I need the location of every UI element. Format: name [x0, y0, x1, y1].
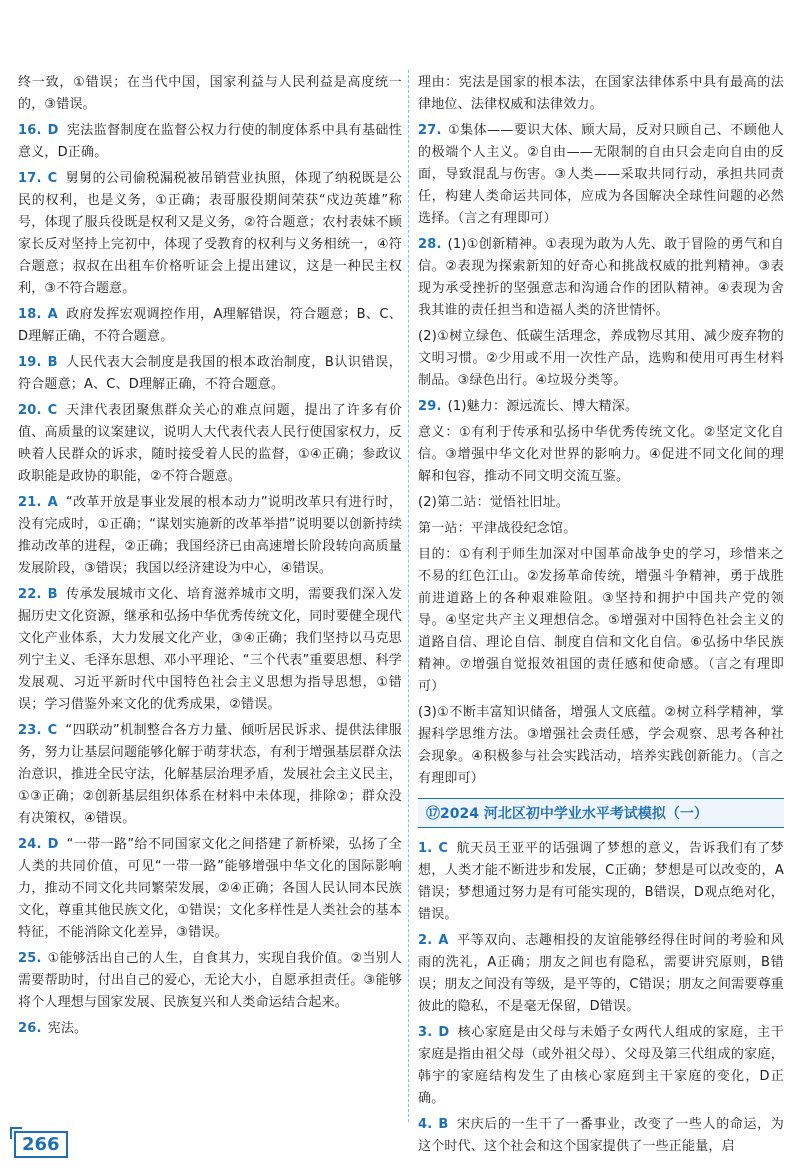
question-number: 21. [18, 495, 42, 510]
answer-text: (1)①创新精神。①表现为敢为人先、敢于冒险的勇气和自信。②表现为探索新知的好奇心和挑战权威的批判精神。③表现为承受挫折的坚强意志和沟通合作的团队精神。④表现为舍我其谁的责任担当和造福人类的济世情怀。 [418, 237, 784, 318]
answer-text: 宪法监督制度在监督公权力行使的制度体系中具有基础性意义，D正确。 [18, 123, 402, 160]
answer-text: (3)①不断丰富知识储备，增强人文底蕴。②树立科学精神，掌握科学思维方法。③增强社会责任感，学会观察、思考各种社会现象。④积极参与社会实践活动，培养实践创新能力。（言之有理即可） [418, 705, 784, 786]
question-number: 2. [418, 933, 433, 948]
question-number: 25. [18, 951, 42, 966]
answer-text: 第一站：平津战役纪念馆。 [418, 521, 577, 536]
answer-item [18, 168, 402, 300]
answer-item [18, 948, 402, 1014]
answer-text: 人民代表大会制度是我国的根本政治制度，B认识错误，符合题意；A、C、D理解正确，不符合题意。 [18, 355, 402, 392]
question-number: 29. [418, 399, 442, 414]
answer-text: 终一致，①错误；在当代中国，国家利益与人民利益是高度统一的，③错误。 [18, 75, 402, 112]
question-number: 26. [18, 1021, 42, 1036]
answer-letter: B [438, 1117, 449, 1132]
answer-item [418, 1114, 784, 1158]
answer-text: “改革开放是事业发展的根本动力”说明改革只有进行时，没有完成时，①正确；“谋划实施新的改革举措”说明要以创新持续推动改革的进程，②正确；我国经济已由高速增长阶段转向高质量发展阶段，③错误；我国以经济建设为中心，④错误。 [18, 495, 402, 576]
answer-item [418, 838, 784, 926]
answer-item [418, 1022, 784, 1110]
question-number: 27. [418, 123, 442, 138]
answer-letter: B [47, 587, 58, 602]
answer-text: 平等双向、志趣相投的友谊能够经得住时间的考验和风雨的洗礼，A正确；朋友之间也有隐私，需要讲究原则，B错误；朋友之间没有等级，是平等的，C错误；朋友之间需要尊重彼此的隐私，不是毫无保留，D错误。 [418, 933, 784, 1014]
column-divider [408, 70, 409, 1122]
right-column-bottom [418, 838, 784, 1158]
answer-letter: B [47, 355, 58, 370]
answer-item [418, 326, 784, 392]
answer-letter: C [47, 171, 58, 186]
answer-text: 目的：①有利于师生加深对中国革命战争史的学习，珍惜来之不易的红色江山。②发扬革命传统，增强斗争精神，勇于战胜前进道路上的各种艰难险阻。③坚持和拥护中国共产党的领导。④坚定共产主义理想信念。⑤增强对中国特色社会主义的道路自信、理论自信、制度自信和文化自信。⑥弘扬中华民族精神。⑦增强自觉报效祖国的责任感和使命感。（言之有理即可） [418, 547, 784, 694]
question-number: 28. [418, 237, 442, 252]
section-title: ⑰2024 河北区初中学业水平考试模拟（一） [418, 798, 784, 828]
answer-letter: C [47, 723, 58, 738]
question-number: 1. [418, 841, 433, 856]
answer-letter: D [438, 1025, 450, 1040]
answer-item [418, 518, 784, 540]
answer-letter: A [47, 495, 58, 510]
answer-item [18, 72, 402, 116]
answer-item [418, 930, 784, 1018]
right-column-top [418, 72, 784, 790]
answer-text: (1)魅力：源远流长、博大精深。 [447, 399, 639, 414]
answer-text: “四联动”机制整合各方力量、倾听居民诉求、提供法律服务，努力让基层问题能够化解于萌芽状态，有利于增强基层群众法治意识，推进全民守法，化解基层治理矛盾，发展社会主义民主，①③正确；②创新基层组织体系在材料中未体现，排除②；群众没有决策权，④错误。 [18, 723, 402, 826]
answer-text: 传承发展城市文化、培育滋养城市文明，需要我们深入发掘历史文化资源，继承和弘扬中华优秀传统文化，同时要健全现代文化产业体系，大力发展文化产业，③④正确；我们坚持以马克思列宁主义、毛泽东思想、邓小平理论、“三个代表”重要思想、科学发展观、习近平新时代中国特色社会主义思想为指导思想，①错误；学习借鉴外来文化的优秀成果，②错误。 [18, 587, 402, 712]
answer-item [18, 584, 402, 716]
answer-item [18, 720, 402, 830]
answer-text: (2)①树立绿色、低碳生活理念，养成物尽其用、减少废弃物的文明习惯。②少用或不用一次性产品，选购和使用可再生材料制品。③绿色出行。④垃圾分类等。 [418, 329, 784, 388]
answer-item [18, 492, 402, 580]
question-number: 4. [418, 1117, 433, 1132]
question-number: 22. [18, 587, 42, 602]
question-number: 20. [18, 403, 42, 418]
question-number: 17. [18, 171, 42, 186]
answer-item [418, 234, 784, 322]
answer-letter: A [47, 307, 58, 322]
answer-text: 政府发挥宏观调控作用，A理解错误，符合题意；B、C、D理解正确，不符合题意。 [18, 307, 402, 344]
question-number: 3. [418, 1025, 433, 1040]
answer-text: “一带一路”给不同国家文化之间搭建了新桥梁，弘扬了全人类的共同价值，可见“一带一路”能够增强中华文化的国际影响力，推动不同文化共同繁荣发展，②④正确；各国人民认同本民族文化，尊重其他民族文化，①错误；文化多样性是人类社会的基本特征，不能消除文化差异，③错误。 [18, 837, 402, 940]
page-number: 266 [14, 1131, 68, 1158]
answer-item [18, 1018, 402, 1040]
answer-text: 宋庆后的一生干了一番事业，改变了一些人的命运，为这个时代、这个社会和这个国家提供了一些正能量，启 [418, 1117, 784, 1154]
answer-item [18, 120, 402, 164]
answer-text: 宪法。 [47, 1021, 88, 1036]
answer-text: 意义：①有利于传承和弘扬中华优秀传统文化。②坚定文化自信。③增强中华文化对世界的影响力。④促进不同文化间的理解和包容，推动不同文明交流互鉴。 [418, 425, 784, 484]
answer-text: ①集体——要识大体、顾大局，反对只顾自己、不顾他人的极端个人主义。②自由——无限制的自由只会走向自由的反面，导致混乱与伤害。③人类——采取共同行动，承担共同责任，构建人类命运共同体，应成为各国解决全球性问题的必然选择。（言之有理即可） [418, 123, 784, 226]
answer-text: 舅舅的公司偷税漏税被吊销营业执照，体现了纳税既是公民的权利，也是义务，①正确；表哥服役期间荣获“戍边英雄”称号，体现了服兵役既是权利又是义务，②符合题意；农村表妹不顾家长反对坚持上完初中，体现了受教育的权利与义务相统一，④符合题意；叔叔在出租车价格听证会上提出建议，这是一种民主权利，③不符合题意。 [18, 171, 402, 296]
answer-text: ①能够活出自己的人生，自食其力，实现自我价值。②当别人需要帮助时，付出自己的爱心，无论大小，自愿承担责任。③能够将个人理想与国家发展、民族复兴和人类命运结合起来。 [18, 951, 402, 1010]
question-number: 19. [18, 355, 42, 370]
question-number: 16. [18, 123, 42, 138]
question-number: 23. [18, 723, 42, 738]
answer-letter: C [438, 841, 449, 856]
answer-item [18, 834, 402, 944]
answer-text: 核心家庭是由父母与未婚子女两代人组成的家庭，主干家庭是指由祖父母（或外祖父母）、父母及第三代组成的家庭，韩宇的家庭结构发生了由核心家庭到主干家庭的变化，D正确。 [418, 1025, 784, 1106]
answer-item [418, 120, 784, 230]
question-number: 18. [18, 307, 42, 322]
answer-letter: A [438, 933, 449, 948]
left-column [18, 72, 402, 1044]
right-column [418, 72, 784, 1162]
answer-text: 理由：宪法是国家的根本法，在国家法律体系中具有最高的法律地位、法律权威和法律效力。 [418, 75, 784, 112]
question-number: 24. [18, 837, 42, 852]
answer-item [418, 72, 784, 116]
answer-letter: C [47, 403, 58, 418]
answer-text: (2)第二站：觉悟社旧址。 [418, 495, 570, 510]
answer-item [18, 304, 402, 348]
answer-letter: D [47, 123, 59, 138]
answer-item [418, 492, 784, 514]
answer-item [18, 352, 402, 396]
answer-text: 航天员王亚平的话强调了梦想的意义，告诉我们有了梦想，人类才能不断进步和发展，C正确；梦想是可以改变的，A错误；梦想通过努力是有可能实现的，B错误，D观点绝对化，错误。 [418, 841, 784, 922]
answer-text: 天津代表团聚焦群众关心的难点问题，提出了许多有价值、高质量的议案建议，说明人大代表代表人民行使国家权力，反映着人民群众的诉求，随时接受着人民的监督，①④正确；参政议政职能是政协的职能，②不符合题意。 [18, 403, 402, 484]
answer-item [418, 396, 784, 418]
answer-item [418, 702, 784, 790]
answer-item [418, 544, 784, 698]
answer-letter: D [47, 837, 59, 852]
answer-item [18, 400, 402, 488]
answer-item [418, 422, 784, 488]
